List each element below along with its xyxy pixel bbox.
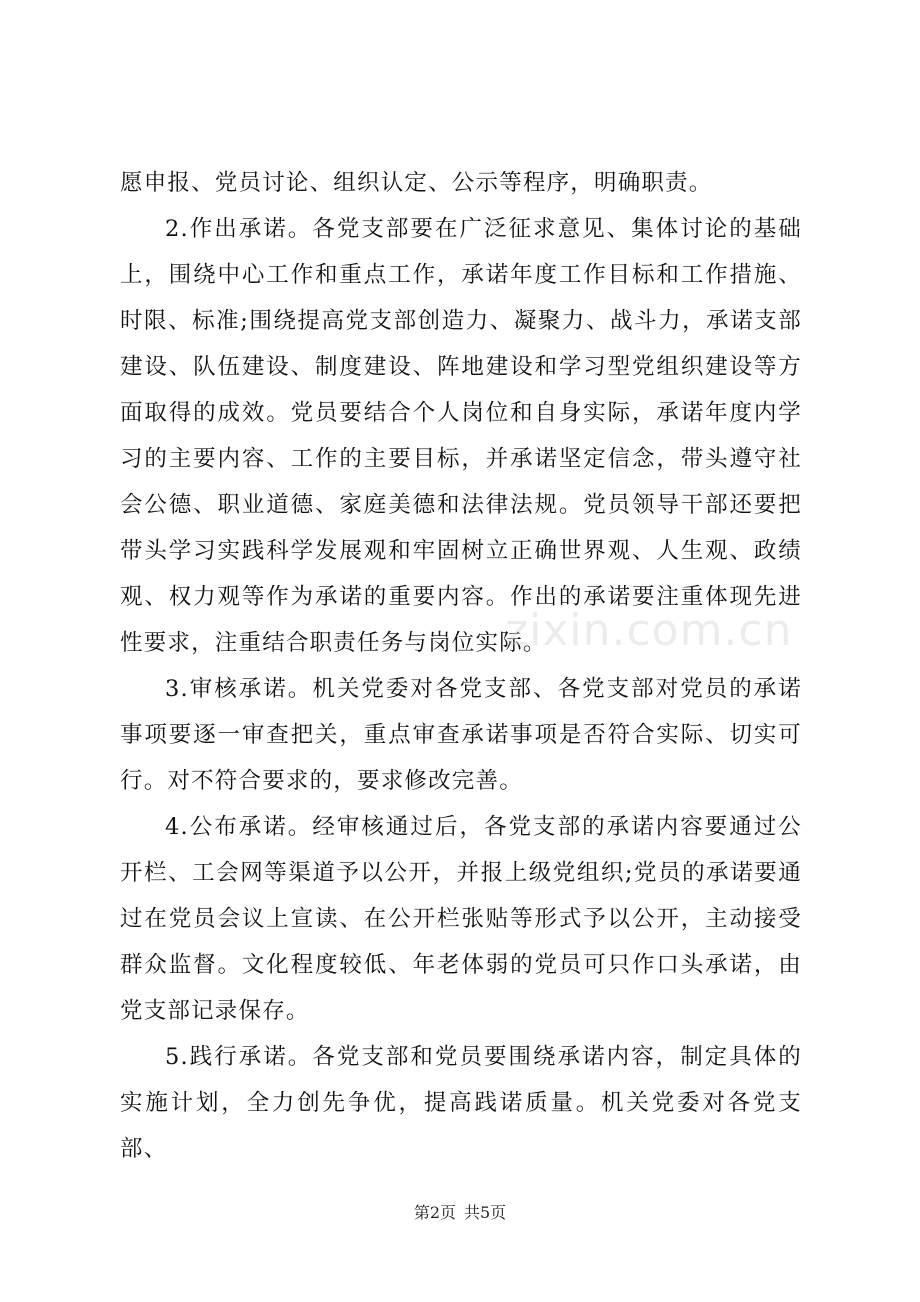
paragraph-publish-commitment: 4.公布承诺。经审核通过后，各党支部的承诺内容要通过公开栏、工会网等渠道予以公开，并报上级党组织;党员的承诺要通过在党员会议上宣读、在公开栏张贴等形式予以公开，主动接受群众监督。文化程度较低、年老体弱的党员可只作口头承诺，由党支部记录保存。 [120, 814, 802, 1024]
page-number: 第2页 [413, 1203, 456, 1222]
page-total: 共5页 [464, 1203, 507, 1222]
watermark: zixin.com.cn [505, 605, 793, 656]
page-footer [0, 1200, 920, 1223]
paragraph-continuation: 愿申报、党员讨论、组织认定、公示等程序，明确职责。 [120, 170, 713, 196]
paragraph-fulfill-commitment: 5.践行承诺。各党支部和党员要围绕承诺内容，制定具体的实施计划，全力创先争优，提高践诺质量。机关党委对各党支部、 [120, 1044, 802, 1162]
paragraph-make-commitment: 2.作出承诺。各党支部要在广泛征求意见、集体讨论的基础上，围绕中心工作和重点工作，承诺年度工作目标和工作措施、时限、标准;围绕提高党支部创造力、凝聚力、战斗力，承诺支部建设、队伍建设、制度建设、阵地建设和学习型党组织建设等方面取得的成效。党员要结合个人岗位和自身实际，承诺年度内学习的主要内容、工作的主要目标，并承诺坚定信念，带头遵守社会公德、职业道德、家庭美德和法律法规。党员领导干部还要把带头学习实践科学发展观和牢固树立正确世界观、人生观、政绩观、权力观等作为承诺的重要内容。作出的承诺要注重体现先进性要求，注重结合职责任务与岗位实际。 [120, 216, 802, 656]
document-body [120, 160, 802, 1172]
paragraph-review-commitment: 3.审核承诺。机关党委对各党支部、各党支部对党员的承诺事项要逐一审查把关，重点审查承诺事项是否符合实际、切实可行。对不符合要求的，要求修改完善。 [120, 676, 802, 794]
